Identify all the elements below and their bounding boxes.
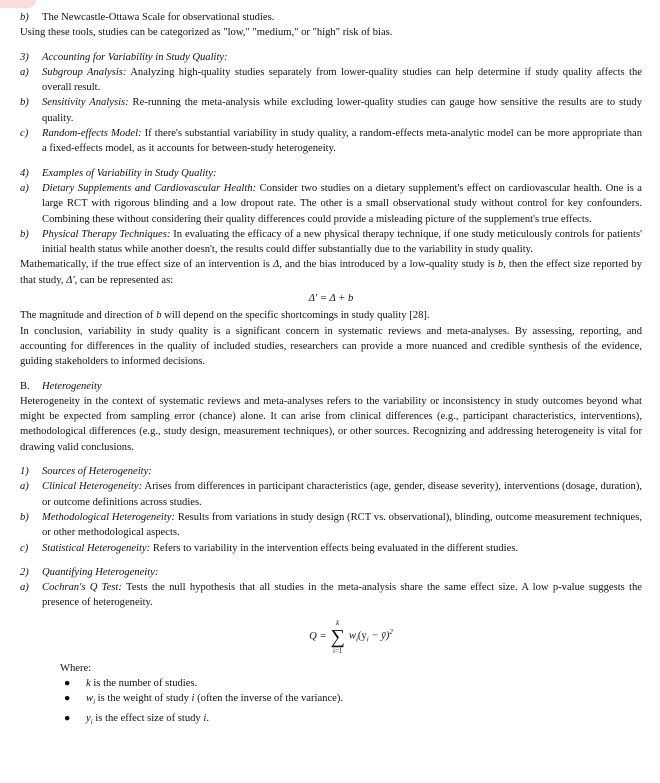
heading-title: Sources of Heterogeneity: <box>42 466 152 478</box>
text-run: , then the effect size reported by that study, <box>20 259 642 286</box>
subsection-heading-sources <box>20 464 642 479</box>
bullet-subscript: i <box>93 698 96 707</box>
bullet-tail: . <box>206 712 209 724</box>
bullet-tail: (often the inverse of the variance). <box>194 693 344 705</box>
bullet-dot: ● <box>64 693 71 705</box>
bullet-subscript: i <box>90 717 93 726</box>
paragraph-categorize: Using these tools, studies can be categorized as "low," "medium," or "high" risk of bias. <box>20 27 393 39</box>
item-label: b) <box>20 228 29 240</box>
section-heading-b <box>20 379 642 394</box>
item-text: Arises from differences in participant characteristics (age, gender, disease severity), interventions (dosage, duration), or outcome definitions across studies. <box>42 481 642 508</box>
document-page <box>20 10 642 730</box>
list-item <box>20 580 642 611</box>
text-run: , can be represented as: <box>74 274 174 286</box>
summation-sign <box>331 619 345 655</box>
item-label: a) <box>20 582 29 594</box>
bullet-text: is the number of studies. <box>90 677 198 689</box>
formula-lhs: Q = <box>309 631 327 643</box>
list-item <box>20 227 642 258</box>
symbol-b: b <box>497 259 504 271</box>
item-term: Cochran's Q Test: <box>42 582 122 594</box>
item-label: b) <box>20 12 29 23</box>
sum-upper-limit: k <box>336 618 340 627</box>
list-item <box>20 510 642 541</box>
sigma-symbol: ∑ <box>330 625 345 648</box>
cochran-q-formula <box>60 619 642 655</box>
term-minus-ybar: − ȳ) <box>368 630 390 642</box>
sum-lower-limit: i=1 <box>333 646 343 655</box>
corner-decoration <box>0 0 36 8</box>
item-text: In evaluating the efficacy of a new physical therapy technique, if one study meticulously controls for patients' initial health status while another doesn't, the results could differ substantially due to the variability in study quality. <box>42 228 642 256</box>
item-term: Dietary Supplements and Cardiovascular Health: <box>42 182 257 194</box>
bullet-text: is the effect size of study <box>92 712 204 724</box>
item-term: Physical Therapy Techniques: <box>42 228 171 240</box>
item-label: a) <box>20 182 29 194</box>
paragraph-magnitude <box>20 308 642 323</box>
paragraph-math <box>20 257 642 288</box>
text-run: Mathematically, if the true effect size of an intervention is <box>20 259 273 271</box>
item-label: a) <box>20 66 29 78</box>
item-text: Re-running the meta-analysis while excluding lower-quality studies can gauge how sensitive the results are to study quality. <box>42 97 642 124</box>
bullet-italic: i <box>203 712 207 724</box>
list-item <box>20 126 642 157</box>
bullet-symbol: y <box>86 712 91 724</box>
item-text: Results from variations in study design (RCT vs. observational), blinding, outcome measurement techniques, or other methodological aspects. <box>42 511 642 539</box>
equation-delta-prime: Δ′ = Δ + b <box>308 293 354 305</box>
subsection-heading-quantifying <box>20 565 642 580</box>
heading-number: B. <box>20 380 30 392</box>
item-term: Sensitivity Analysis: <box>42 97 129 109</box>
item-term: Clinical Heterogeneity: <box>42 481 143 493</box>
text-run: , and the bias introduced by a low-quality study is <box>279 259 498 271</box>
bullet-item <box>64 676 642 691</box>
bullet-dot: ● <box>64 712 71 724</box>
symbol-delta: Δ <box>273 259 280 271</box>
bullet-italic: i <box>191 693 195 705</box>
item-label: c) <box>20 128 29 140</box>
bullet-item <box>64 691 642 710</box>
list-item <box>20 479 642 510</box>
item-term: Subgroup Analysis: <box>42 66 127 78</box>
item-text: Tests the null hypothesis that all studies in the meta-analysis share the same effect size. A low p-value suggests the presence of heterogeneity. <box>42 582 642 609</box>
item-text: Consider two studies on a dietary supplement's effect on cardiovascular health. One is a large RCT with rigorous blinding and a low dropout rate. The other is a small observational study without control for key confounders. Combining these without considering their quality differences could provide a misleading picture of the supplement's true effects. <box>42 182 643 225</box>
item-text: Analyzing high-quality studies separately from lower-quality studies can help determine if study quality affects the overall result. <box>42 66 642 94</box>
heading-title: Heterogeneity <box>42 380 102 392</box>
list-item <box>20 181 642 227</box>
item-text: Refers to variability in the intervention effects being evaluated in the different studies. <box>150 542 519 554</box>
text-run: The magnitude and direction of <box>20 310 157 322</box>
list-item <box>20 541 642 556</box>
heading-title: Quantifying Heterogeneity: <box>42 566 159 578</box>
subsection-heading-3 <box>20 50 642 65</box>
heading-number: 3) <box>20 51 29 63</box>
list-item <box>20 65 642 96</box>
bullet-text: is the weight of study <box>95 693 192 705</box>
heading-number: 1) <box>20 466 29 478</box>
subsection-heading-4 <box>20 166 642 181</box>
term-square: 2 <box>389 628 393 637</box>
heading-title: Accounting for Variability in Study Quality: <box>42 51 228 63</box>
term-paren: (y <box>357 630 367 642</box>
term-w: w <box>348 630 356 642</box>
item-label: c) <box>20 542 29 554</box>
item-text: If there's substantial variability in study quality, a random-effects meta-analytic model can be more appropriate than a fixed-effects model, as it accounts for between-study heterogeneity. <box>42 128 642 155</box>
list-item <box>20 95 642 126</box>
where-label: Where: <box>60 662 92 674</box>
paragraph-conclusion: In conclusion, variability in study quality is a significant concern in systematic reviews and meta-analyses. By assessing, reporting, and accounting for differences in the quality of included studies, researchers can provide a more nuanced and credible synthesis of the evidence, guiding stakeholders to informed decisions. <box>20 325 642 368</box>
text-run: will depend on the specific shortcomings in study quality [28]. <box>161 310 430 322</box>
item-label: b) <box>20 511 29 523</box>
tool-item-b <box>20 10 642 25</box>
term-y-subscript: i <box>366 635 369 644</box>
item-term: Methodological Heterogeneity: <box>42 511 176 523</box>
heading-title: Examples of Variability in Study Quality: <box>42 167 217 179</box>
item-label: a) <box>20 481 29 493</box>
symbol-b: b <box>156 310 162 322</box>
term-w-subscript: i <box>355 635 358 644</box>
bullet-symbol: k <box>86 677 91 689</box>
item-term: Random-effects Model: <box>42 128 142 140</box>
item-label: b) <box>20 97 29 109</box>
paragraph-heterogeneity: Heterogeneity in the context of systematic reviews and meta-analyses refers to the variability or inconsistency in study outcomes beyond what might be expected from sampling error (chance) alone. It can arise from clinical differences (e.g., participant characteristics, interventions), methodological differences (e.g., study design, measurement techniques), or other sources. Recognizing and addressing heterogeneity is vital for drawing valid conclusions. <box>20 395 642 453</box>
bullet-symbol: w <box>86 693 94 705</box>
bullet-item <box>64 711 642 730</box>
heading-number: 4) <box>20 167 29 179</box>
heading-number: 2) <box>20 566 29 578</box>
bullet-dot: ● <box>64 677 71 689</box>
formula-term <box>349 625 393 648</box>
symbol-delta-prime: Δ′ <box>66 274 75 286</box>
item-term: Statistical Heterogeneity: <box>42 542 151 554</box>
item-text: The Newcastle-Ottawa Scale for observational studies. <box>42 12 275 23</box>
